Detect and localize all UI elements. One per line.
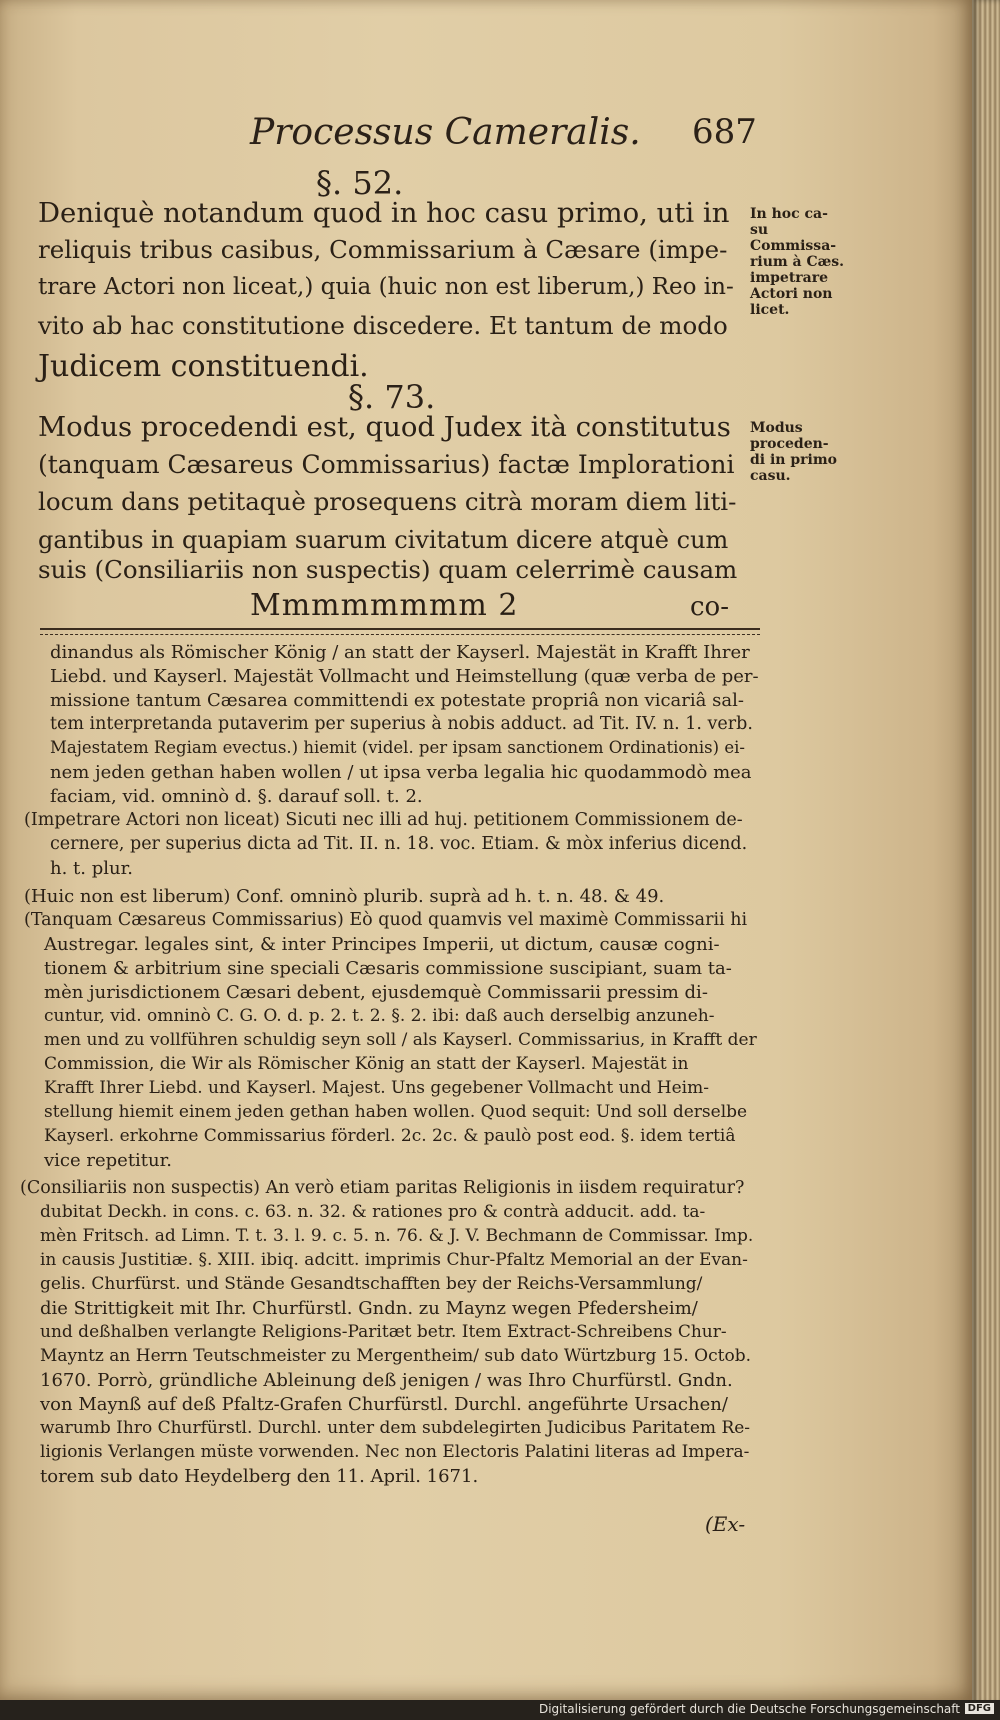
page-edge — [972, 0, 1000, 1704]
footnote-rule — [40, 628, 760, 635]
note-line: Mayntz an Herrn Teutschmeister zu Mergentheim/ sub dato Würtzburg 15. Octob. — [40, 1346, 751, 1366]
note-line: Commission, die Wir als Römischer König an statt der Kayserl. Majestät in — [44, 1054, 689, 1074]
footer-bar — [0, 1700, 1000, 1720]
note-line: und deßhalben verlangte Religions-Paritæt betr. Item Extract-Schreibens Chur- — [40, 1322, 727, 1342]
note-line: ligionis Verlangen müste vorwenden. Nec non Electoris Palatini literas ad Impera- — [40, 1442, 750, 1462]
note-line: cernere, per superius dicta ad Tit. II. n. 18. voc. Etiam. & mòx inferius dicend. — [50, 834, 748, 854]
note-line: warumb Ihro Churfürstl. Durchl. unter dem subdelegirten Judicibus Paritatem Re- — [40, 1418, 751, 1438]
text-line: Judicem constituendi. — [38, 349, 369, 384]
catchword: co- — [690, 592, 729, 622]
note-line: Kayserl. erkohrne Commissarius förderl. 2c. 2c. & paulò post eod. §. idem tertiâ — [44, 1126, 736, 1146]
text-line: gantibus in quapiam suarum civitatum dicere atquè cum — [38, 526, 729, 554]
note-line: (Consiliariis non suspectis) An verò etiam paritas Religionis in iisdem requiratur? — [20, 1178, 745, 1198]
text-line: trare Actori non liceat,) quia (huic non est liberum,) Reo in- — [38, 274, 734, 300]
text-line: vito ab hac constitutione discedere. Et tantum de modo — [38, 311, 728, 340]
text-line: suis (Consiliariis non suspectis) quam celerrimè causam — [38, 555, 738, 584]
note-line: cuntur, vid. omninò C. G. O. d. p. 2. t. 2. §. 2. ibi: daß auch derselbig anzuneh- — [44, 1006, 715, 1026]
page-number: 687 — [692, 112, 757, 152]
signature-mark: Mmmmmmmm 2 — [250, 588, 519, 623]
section-heading: §. 52. — [316, 164, 404, 202]
note-line: tem interpretanda putaverim per superius à nobis adduct. ad Tit. IV. n. 1. verb. — [50, 714, 753, 734]
section-heading: §. 73. — [348, 378, 436, 416]
note-line: (Impetrare Actori non liceat) Sicuti nec illi ad huj. petitionem Commissionem de- — [24, 810, 743, 830]
note-line: tionem & arbitrium sine speciali Cæsaris commissione suscipiant, suam ta- — [44, 958, 732, 979]
margin-note: In hoc ca- su Commissa- rium à Cæs. impetrare Actori non licet. — [750, 206, 845, 318]
note-line: nem jeden gethan haben wollen / ut ipsa verba legalia hic quodammodò mea — [50, 762, 752, 783]
note-line: torem sub dato Heydelberg den 11. April. 1671. — [40, 1466, 479, 1487]
margin-note: Modus proceden- di in primo casu. — [750, 420, 837, 484]
text-line: locum dans petitaquè prosequens citrà moram diem liti- — [38, 487, 737, 516]
note-line: die Strittigkeit mit Ihr. Churfürstl. Gndn. zu Maynz wegen Pfedersheim/ — [40, 1298, 698, 1319]
note-line: in causis Justitiæ. §. XIII. ibiq. adcitt. imprimis Chur-Pfaltz Memorial an der Evan- — [40, 1250, 748, 1270]
text-line: Modus procedendi est, quod Judex ità constitutus — [38, 411, 731, 443]
note-line: mèn jurisdictionem Cæsari debent, ejusdemquè Commissarii pressim di- — [44, 982, 708, 1003]
text-line: reliquis tribus casibus, Commissarium à Cæsare (impe- — [38, 235, 728, 264]
note-line: gelis. Churfürst. und Stände Gesandtschafften bey der Reichs-Versammlung/ — [40, 1274, 703, 1294]
note-line: (Tanquam Cæsareus Commissarius) Eò quod quamvis vel maximè Commissarii hi — [24, 910, 748, 930]
running-head: Processus Cameralis. — [250, 112, 641, 153]
note-line: (Huic non est liberum) Conf. omninò plurib. suprà ad h. t. n. 48. & 49. — [24, 886, 665, 907]
note-line: faciam, vid. omninò d. §. darauf soll. t. 2. — [50, 786, 423, 807]
note-line: Krafft Ihrer Liebd. und Kayserl. Majest. Uns gegebener Vollmacht und Heim- — [44, 1078, 709, 1098]
note-line: Liebd. und Kayserl. Majestät Vollmacht und Heimstellung (quæ verba de per- — [50, 666, 759, 687]
note-line: von Maynß auf deß Pfaltz-Grafen Churfürstl. Durchl. angeführte Ursachen/ — [40, 1394, 728, 1415]
note-line: dinandus als Römischer König / an statt der Kayserl. Majestät in Krafft Ihrer — [50, 642, 750, 663]
note-line: missione tantum Cæsarea committendi ex potestate propriâ non vicariâ sal- — [50, 690, 744, 711]
note-line: mèn Fritsch. ad Limn. T. t. 3. l. 9. c. 5. n. 76. & J. V. Bechmann de Commissar. Imp. — [40, 1226, 754, 1246]
notes-catchword: (Ex- — [705, 1512, 746, 1536]
note-line: h. t. plur. — [50, 858, 133, 879]
dfg-logo: DFG — [965, 1703, 994, 1714]
note-line: men und zu vollführen schuldig seyn soll / als Kayserl. Commissarius, in Krafft der — [44, 1030, 757, 1050]
note-line: stellung hiemit einem jeden gethan haben wollen. Quod sequit: Und soll derselbe — [44, 1102, 748, 1122]
note-line: Majestatem Regiam evectus.) hiemit (videl. per ipsam sanctionem Ordinationis) ei- — [50, 738, 745, 757]
note-line: dubitat Deckh. in cons. c. 63. n. 32. & rationes pro & contrà adducit. add. ta- — [40, 1202, 706, 1222]
text-line: Deniquè notandum quod in hoc casu primo, uti in — [38, 197, 730, 229]
note-line: 1670. Porrò, gründliche Ableinung deß jenigen / was Ihro Churfürstl. Gndn. — [40, 1370, 733, 1391]
text-line: (tanquam Cæsareus Commissarius) factæ Implorationi — [38, 450, 735, 479]
note-line: vice repetitur. — [44, 1150, 172, 1171]
digitization-credit: Digitalisierung gefördert durch die Deutsche Forschungsgemeinschaft — [538, 1702, 960, 1716]
note-line: Austregar. legales sint, & inter Principes Imperii, ut dictum, causæ cogni- — [44, 934, 720, 955]
